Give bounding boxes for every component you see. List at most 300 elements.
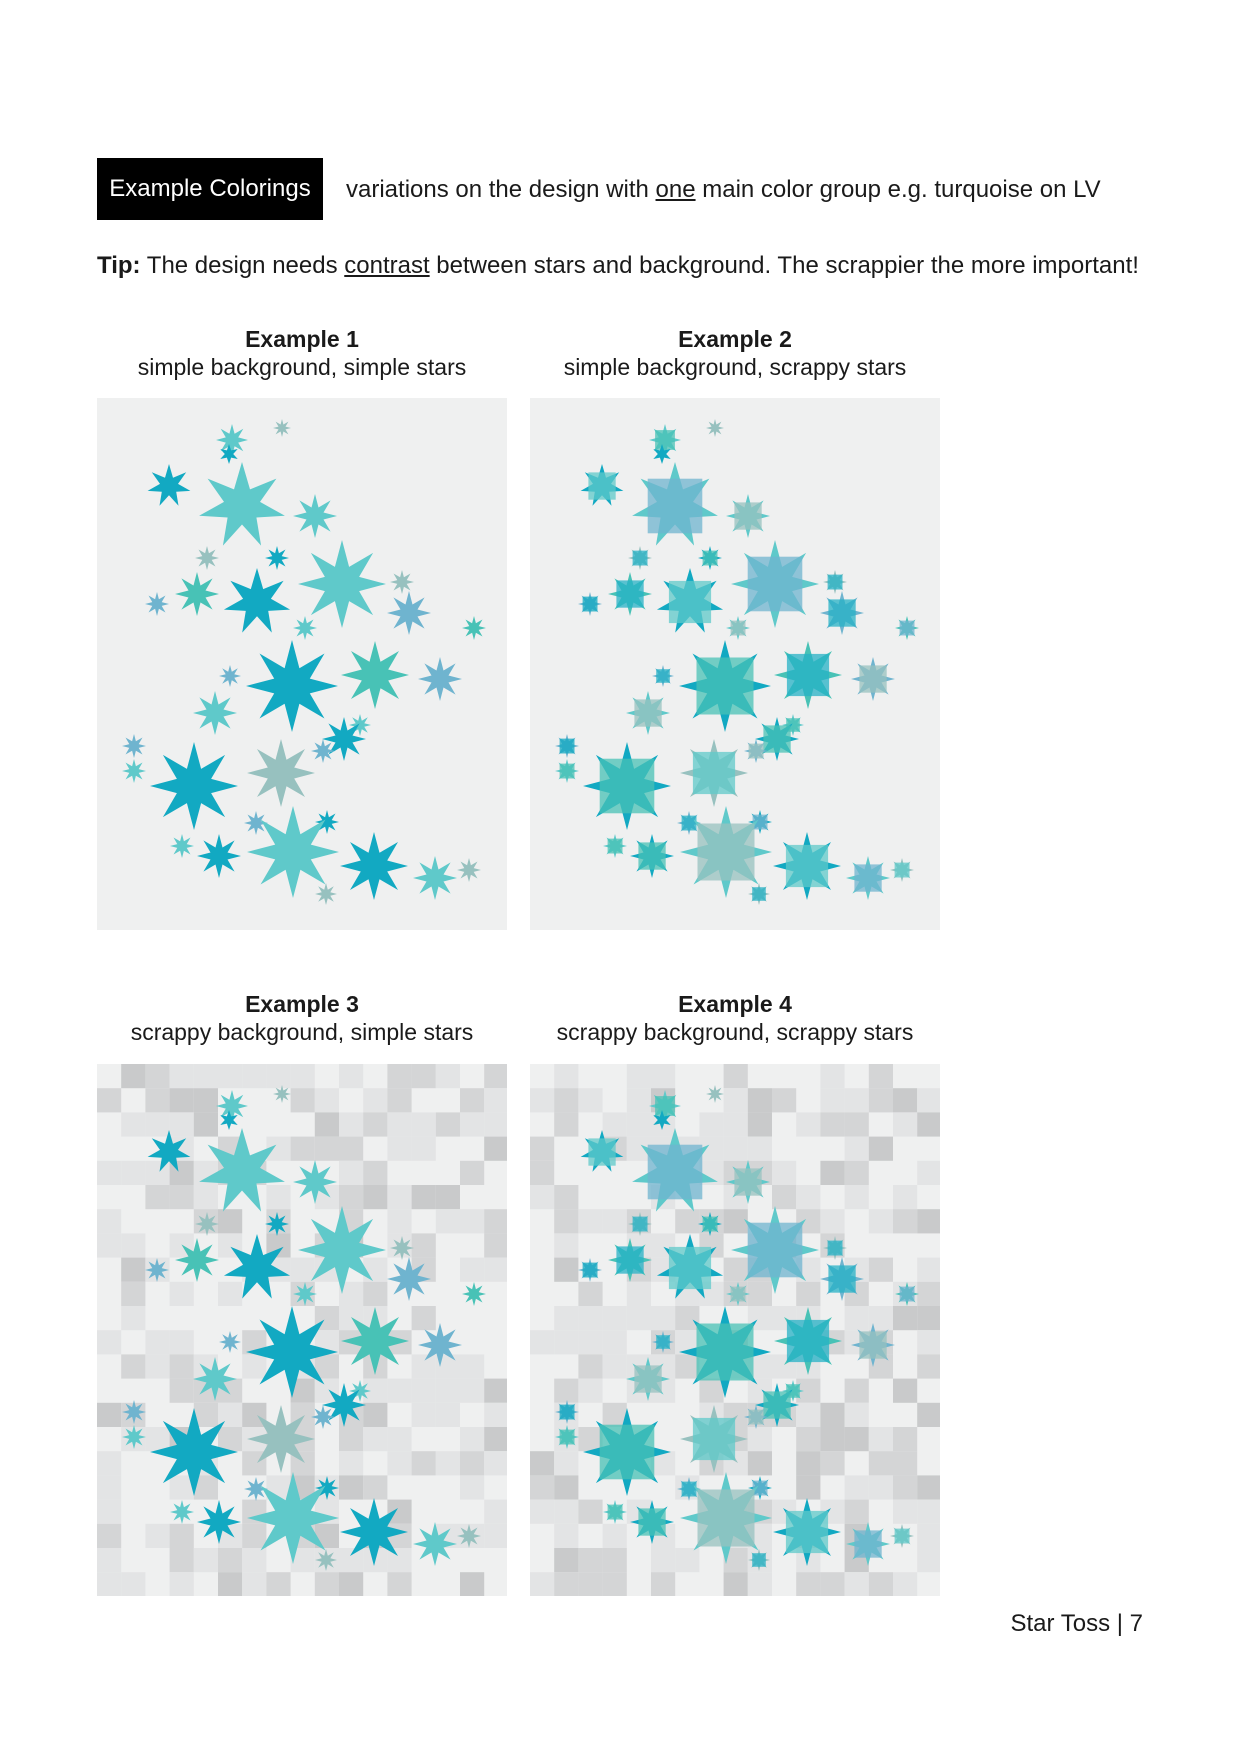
background-tile	[460, 1354, 484, 1378]
background-tile	[266, 1064, 290, 1088]
background-tile	[893, 1451, 917, 1475]
background-tile	[412, 1354, 436, 1378]
background-tile	[291, 1258, 315, 1282]
star-center-patch	[583, 597, 598, 612]
star-center-patch	[560, 764, 575, 779]
star-center-patch	[752, 887, 766, 901]
background-tile	[339, 1451, 363, 1475]
background-tile	[484, 1451, 507, 1475]
section-label-text: Example Colorings	[109, 175, 311, 202]
background-tile	[194, 1064, 218, 1088]
background-tile	[291, 1064, 315, 1088]
star-center-patch	[828, 1241, 843, 1256]
star-center-patch	[669, 1247, 711, 1289]
background-tile	[218, 1548, 242, 1572]
background-tile	[97, 1572, 121, 1596]
background-tile	[845, 1379, 869, 1403]
star-shape	[390, 570, 414, 594]
background-tile	[820, 1112, 844, 1136]
star-shape	[150, 742, 238, 830]
star-shape	[706, 419, 724, 437]
example-2-title: Example 2	[678, 326, 792, 352]
star-shape	[145, 592, 169, 616]
background-tile	[121, 1282, 145, 1306]
star-center-patch	[786, 1511, 828, 1553]
star-shape	[341, 641, 409, 709]
background-tile	[436, 1403, 460, 1427]
star-center-patch	[583, 1263, 598, 1278]
star-center-patch	[616, 580, 643, 607]
star-shape	[418, 1323, 462, 1367]
background-tile	[121, 1064, 145, 1088]
star-center-patch	[634, 1365, 661, 1392]
star-center-patch	[648, 479, 703, 534]
star-center-patch	[859, 1331, 886, 1358]
background-tile	[97, 1233, 121, 1257]
background-tile	[460, 1112, 484, 1136]
quilt-2-svg	[530, 398, 940, 930]
background-tile	[412, 1233, 436, 1257]
star-shape	[315, 1549, 337, 1571]
star-center-patch	[656, 1335, 670, 1349]
star-shape	[219, 665, 241, 687]
background-tile	[893, 1427, 917, 1451]
background-tile	[145, 1064, 169, 1088]
star-shape	[145, 1258, 169, 1282]
background-tile	[603, 1330, 627, 1354]
background-tile	[869, 1209, 893, 1233]
star-shape	[175, 572, 219, 616]
background-tile	[484, 1064, 507, 1088]
background-tile	[530, 1137, 554, 1161]
background-tile	[869, 1088, 893, 1112]
background-tile	[170, 1354, 194, 1378]
star-shape	[298, 540, 386, 628]
background-tile	[387, 1209, 411, 1233]
background-tile	[845, 1088, 869, 1112]
star-center-patch	[734, 1168, 761, 1195]
star-center-patch	[828, 575, 843, 590]
background-tile	[121, 1354, 145, 1378]
star-center-patch	[748, 1223, 803, 1278]
background-tile	[218, 1282, 242, 1306]
background-tile	[869, 1427, 893, 1451]
background-tile	[484, 1524, 507, 1548]
background-tile	[484, 1500, 507, 1524]
background-tile	[724, 1112, 748, 1136]
star-shape	[462, 616, 486, 640]
star-shape	[273, 1085, 291, 1103]
background-tile	[363, 1427, 387, 1451]
star-shape	[195, 1212, 219, 1236]
background-tile	[170, 1282, 194, 1306]
background-tile	[530, 1572, 554, 1596]
background-tile	[917, 1258, 940, 1282]
background-tile	[242, 1064, 266, 1088]
background-tile	[339, 1475, 363, 1499]
background-tile	[578, 1548, 602, 1572]
background-tile	[436, 1209, 460, 1233]
background-tile	[820, 1064, 844, 1088]
background-tile	[460, 1258, 484, 1282]
background-tile	[436, 1112, 460, 1136]
background-tile	[484, 1088, 507, 1112]
background-tile	[748, 1427, 772, 1451]
star-center-patch	[697, 1324, 754, 1381]
star-center-patch	[763, 1391, 790, 1418]
star-center-patch	[697, 658, 754, 715]
example-3-subtitle: scrappy background, simple stars	[130, 1019, 474, 1045]
star-center-patch	[669, 581, 711, 623]
background-tile	[484, 1403, 507, 1427]
background-tile	[820, 1209, 844, 1233]
background-tile	[772, 1185, 796, 1209]
background-tile	[603, 1548, 627, 1572]
page-footer: Star Toss | 7	[1010, 1610, 1143, 1637]
background-tile	[387, 1064, 411, 1088]
background-tile	[893, 1088, 917, 1112]
background-tile	[315, 1572, 339, 1596]
star-shape	[265, 546, 289, 570]
background-tile	[170, 1524, 194, 1548]
star-center-patch	[693, 1418, 735, 1460]
background-tile	[845, 1306, 869, 1330]
background-tile	[97, 1088, 121, 1112]
example-4-title: Example 4	[678, 991, 792, 1017]
example-2-caption	[530, 325, 940, 381]
star-shape	[193, 691, 237, 735]
background-tile	[627, 1282, 651, 1306]
background-tile	[436, 1185, 460, 1209]
background-tile	[578, 1282, 602, 1306]
star-center-patch	[749, 1410, 764, 1425]
background-tile	[121, 1233, 145, 1257]
example-1-caption	[97, 325, 507, 381]
background-tile	[339, 1548, 363, 1572]
background-tile	[578, 1379, 602, 1403]
background-tile	[363, 1403, 387, 1427]
background-tile	[917, 1112, 940, 1136]
background-tile	[917, 1306, 940, 1330]
background-tile	[363, 1088, 387, 1112]
star-shape	[175, 1238, 219, 1282]
star-center-patch	[698, 824, 755, 881]
star-shape	[340, 832, 408, 900]
background-tile	[651, 1572, 675, 1596]
star-shape	[293, 1282, 317, 1306]
star-shape	[197, 834, 241, 878]
background-tile	[796, 1451, 820, 1475]
background-tile	[917, 1403, 940, 1427]
star-shape	[315, 883, 337, 905]
star-center-patch	[656, 669, 670, 683]
star-center-patch	[560, 1405, 575, 1420]
background-tile	[530, 1475, 554, 1499]
example-4-caption	[530, 990, 940, 1046]
background-tile	[578, 1306, 602, 1330]
star-shape	[418, 657, 462, 701]
tip-lead: Tip:	[97, 252, 141, 279]
star-shape	[457, 1524, 481, 1548]
background-tile	[363, 1185, 387, 1209]
background-tile	[748, 1451, 772, 1475]
background-tile	[578, 1427, 602, 1451]
example-1-title: Example 1	[245, 326, 359, 352]
star-center-patch	[731, 621, 746, 636]
star-center-patch	[638, 842, 665, 869]
star-shape	[706, 1085, 724, 1103]
star-center-patch	[895, 1529, 910, 1544]
background-tile	[387, 1185, 411, 1209]
background-tile	[170, 1548, 194, 1572]
background-tile	[412, 1451, 436, 1475]
background-tile	[554, 1064, 578, 1088]
background-tile	[412, 1306, 436, 1330]
background-tile	[194, 1088, 218, 1112]
background-tile	[917, 1282, 940, 1306]
background-tile	[170, 1088, 194, 1112]
background-tile	[170, 1572, 194, 1596]
background-tile	[627, 1064, 651, 1088]
background-tile	[796, 1475, 820, 1499]
background-tile	[412, 1064, 436, 1088]
example-3-quilt	[97, 1064, 507, 1596]
background-tile	[554, 1330, 578, 1354]
star-shape	[413, 1522, 457, 1566]
background-tile	[121, 1258, 145, 1282]
star-center-patch	[787, 654, 829, 696]
background-tile	[339, 1427, 363, 1451]
background-tile	[530, 1161, 554, 1185]
background-tile	[554, 1306, 578, 1330]
background-tile	[460, 1379, 484, 1403]
background-tile	[387, 1137, 411, 1161]
background-tile	[748, 1112, 772, 1136]
background-tile	[363, 1112, 387, 1136]
background-tile	[578, 1572, 602, 1596]
star-shape	[193, 1357, 237, 1401]
background-tile	[484, 1137, 507, 1161]
background-tile	[363, 1282, 387, 1306]
background-tile	[724, 1209, 748, 1233]
background-tile	[869, 1258, 893, 1282]
background-tile	[460, 1088, 484, 1112]
emphasis-one: one	[655, 176, 696, 203]
background-tile	[820, 1161, 844, 1185]
background-tile	[820, 1088, 844, 1112]
background-tile	[603, 1572, 627, 1596]
background-tile	[748, 1088, 772, 1112]
star-center-patch	[854, 864, 881, 891]
background-tile	[170, 1185, 194, 1209]
star-center-patch	[648, 1145, 703, 1200]
star-shape	[219, 1331, 241, 1353]
star-center-patch	[634, 699, 661, 726]
background-tile	[845, 1112, 869, 1136]
background-tile	[869, 1064, 893, 1088]
star-shape	[122, 1425, 146, 1449]
background-tile	[578, 1500, 602, 1524]
background-tile	[845, 1500, 869, 1524]
star-shape	[246, 640, 338, 732]
background-tile	[387, 1572, 411, 1596]
background-tile	[242, 1572, 266, 1596]
star-center-patch	[703, 1217, 718, 1232]
background-tile	[845, 1572, 869, 1596]
background-tile	[242, 1354, 266, 1378]
background-tile	[699, 1379, 723, 1403]
star-shape	[322, 1383, 366, 1427]
background-tile	[724, 1137, 748, 1161]
star-center-patch	[828, 1265, 855, 1292]
example-2-subtitle: simple background, scrappy stars	[563, 354, 907, 380]
background-tile	[145, 1112, 169, 1136]
background-tile	[578, 1209, 602, 1233]
star-center-patch	[616, 1246, 643, 1273]
background-tile	[917, 1161, 940, 1185]
background-tile	[724, 1088, 748, 1112]
star-center-patch	[752, 1553, 766, 1567]
background-tile	[627, 1112, 651, 1136]
background-tile	[893, 1379, 917, 1403]
background-tile	[554, 1209, 578, 1233]
star-shape	[122, 1400, 146, 1424]
star-center-patch	[633, 1217, 648, 1232]
star-center-patch	[900, 1287, 915, 1302]
background-tile	[387, 1379, 411, 1403]
star-shape	[170, 834, 194, 858]
star-center-patch	[703, 551, 718, 566]
background-tile	[121, 1306, 145, 1330]
background-tile	[387, 1427, 411, 1451]
background-tile	[748, 1572, 772, 1596]
star-center-patch	[655, 430, 675, 450]
background-tile	[460, 1572, 484, 1596]
background-tile	[893, 1572, 917, 1596]
background-tile	[603, 1306, 627, 1330]
background-tile	[845, 1137, 869, 1161]
background-tile	[917, 1475, 940, 1499]
background-tile	[796, 1403, 820, 1427]
background-tile	[554, 1451, 578, 1475]
background-tile	[121, 1161, 145, 1185]
star-shape	[293, 494, 337, 538]
background-tile	[917, 1209, 940, 1233]
background-tile	[796, 1185, 820, 1209]
background-tile	[121, 1572, 145, 1596]
background-tile	[121, 1112, 145, 1136]
star-shape	[197, 1500, 241, 1544]
background-tile	[917, 1548, 940, 1572]
background-tile	[460, 1451, 484, 1475]
background-tile	[724, 1064, 748, 1088]
background-tile	[145, 1185, 169, 1209]
background-tile	[145, 1354, 169, 1378]
star-center-patch	[682, 1482, 697, 1497]
background-tile	[242, 1548, 266, 1572]
background-tile	[651, 1064, 675, 1088]
background-tile	[412, 1112, 436, 1136]
example-3-caption	[97, 990, 507, 1046]
star-center-patch	[560, 1430, 575, 1445]
background-tile	[97, 1451, 121, 1475]
background-tile	[845, 1161, 869, 1185]
background-tile	[460, 1427, 484, 1451]
background-tile	[554, 1524, 578, 1548]
background-tile	[436, 1379, 460, 1403]
star-shape	[273, 419, 291, 437]
star-center-patch	[859, 665, 886, 692]
star-shape	[462, 1282, 486, 1306]
background-tile	[917, 1500, 940, 1524]
background-tile	[242, 1524, 266, 1548]
background-tile	[484, 1209, 507, 1233]
background-tile	[363, 1475, 387, 1499]
background-tile	[339, 1161, 363, 1185]
star-center-patch	[560, 739, 575, 754]
background-tile	[266, 1185, 290, 1209]
background-tile	[869, 1475, 893, 1499]
background-tile	[97, 1161, 121, 1185]
background-tile	[97, 1403, 121, 1427]
background-tile	[603, 1524, 627, 1548]
background-tile	[484, 1379, 507, 1403]
star-shape	[122, 759, 146, 783]
background-tile	[170, 1330, 194, 1354]
background-tile	[627, 1306, 651, 1330]
background-tile	[387, 1500, 411, 1524]
background-tile	[363, 1258, 387, 1282]
star-shape	[390, 1236, 414, 1260]
star-center-patch	[655, 1096, 675, 1116]
background-tile	[530, 1330, 554, 1354]
background-tile	[578, 1088, 602, 1112]
example-2-quilt	[530, 398, 940, 930]
background-tile	[603, 1112, 627, 1136]
tip-text: Tip: The design needs contrast between stars and background. The scrappier the more important!	[97, 252, 1139, 279]
background-tile	[578, 1354, 602, 1378]
background-tile	[675, 1548, 699, 1572]
background-tile	[554, 1112, 578, 1136]
background-tile	[315, 1088, 339, 1112]
background-tile	[554, 1233, 578, 1257]
background-tile	[554, 1258, 578, 1282]
background-tile	[675, 1354, 699, 1378]
background-tile	[796, 1112, 820, 1136]
star-shape	[247, 1472, 339, 1564]
star-center-patch	[734, 502, 761, 529]
background-tile	[820, 1572, 844, 1596]
background-tile	[675, 1209, 699, 1233]
background-tile	[748, 1137, 772, 1161]
background-tile	[869, 1451, 893, 1475]
star-center-patch	[608, 839, 623, 854]
star-center-patch	[763, 725, 790, 752]
background-tile	[291, 1088, 315, 1112]
background-tile	[820, 1403, 844, 1427]
star-center-patch	[588, 472, 615, 499]
star-center-patch	[731, 1287, 746, 1302]
background-tile	[170, 1064, 194, 1088]
quilt-4-svg	[530, 1064, 940, 1596]
star-shape	[340, 1498, 408, 1566]
star-center-patch	[600, 759, 655, 814]
background-tile	[893, 1185, 917, 1209]
star-center-patch	[787, 1320, 829, 1362]
star-shape	[247, 1405, 315, 1473]
example-1-subtitle: simple background, simple stars	[137, 354, 467, 380]
background-tile	[436, 1064, 460, 1088]
